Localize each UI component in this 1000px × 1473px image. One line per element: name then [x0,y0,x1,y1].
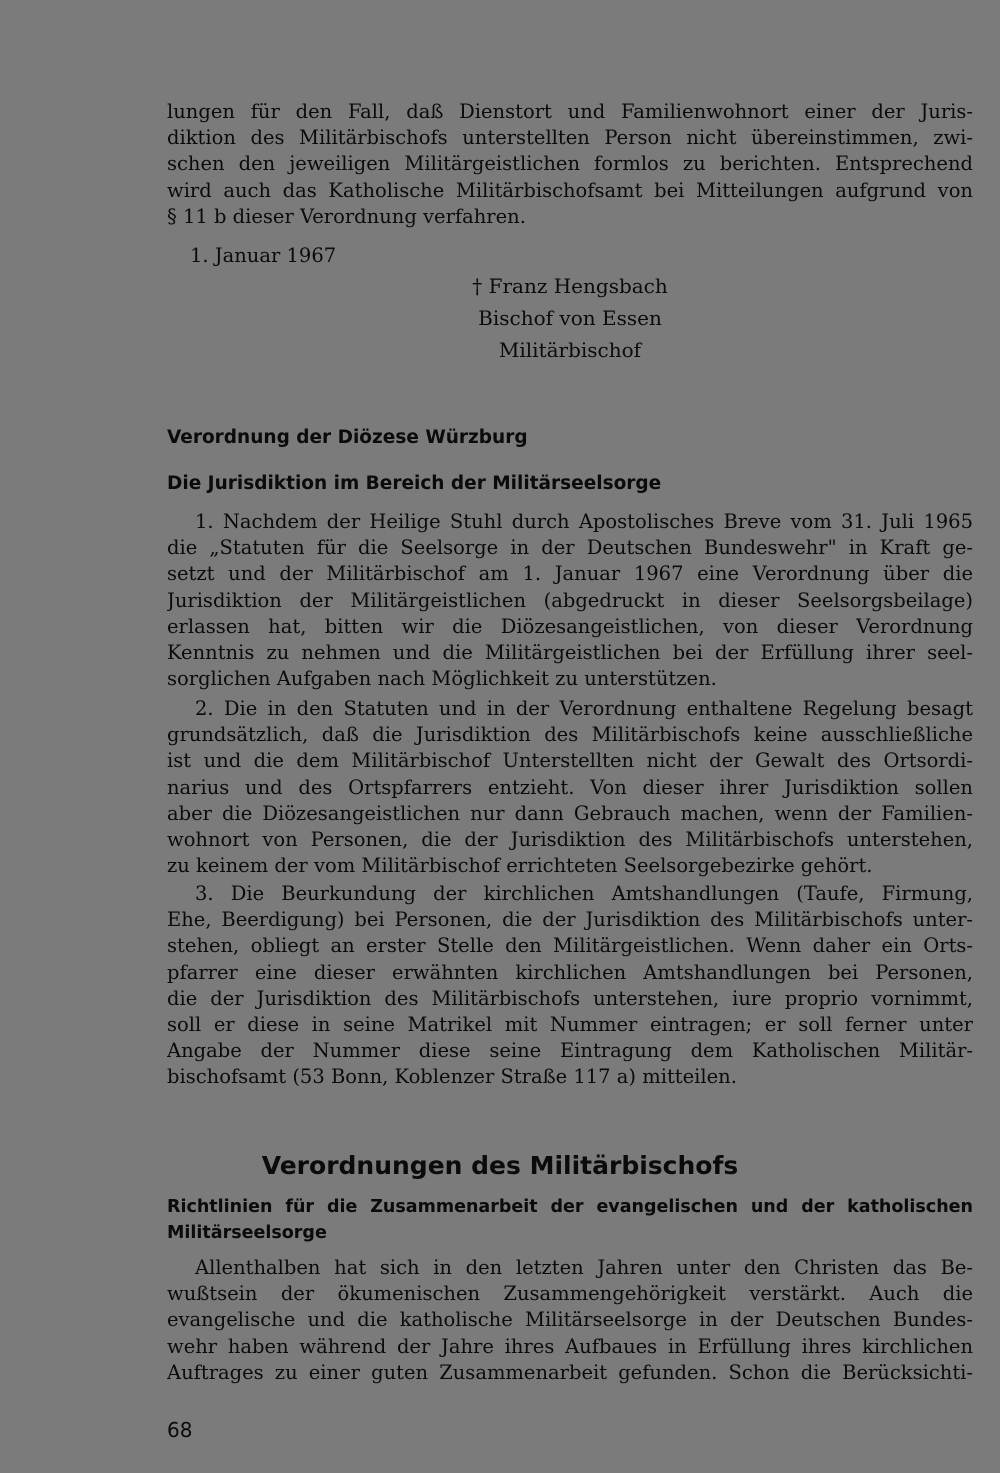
text-line: sorglichen Aufgaben nach Möglichkeit zu unterstützen. [167,667,717,691]
text-line: pfarrer eine dieser erwähnten kirchlichen Amtshandlungen bei Personen, [167,960,973,984]
text-line: lungen für den Fall, daß Dienstort und Familienwohnort einer der Juris- [167,100,973,123]
text-line: erlassen hat, bitten wir die Diözesangeistlichen, von dieser Verordnung [167,614,973,638]
text-line: schen den jeweiligen Militärgeistlichen formlos zu berichten. Entsprechend [167,152,973,176]
subheading-line: Militärseelsorge [167,1223,327,1244]
text-line: wehr haben während der Jahre ihres Aufbaues in Erfüllung ihres kirchlichen [167,1334,973,1358]
text-line: 3. Die Beurkundung der kirchlichen Amtshandlungen (Taufe, Firmung, [195,882,973,905]
text-line: ist und die dem Militärbischof Unterstellten nicht der Gewalt des Ortsordi- [167,749,973,773]
paragraph-1 [167,509,973,692]
subheading-line: Richtlinien für die Zusammenarbeit der evangelischen und der katholischen [167,1197,973,1217]
text-line: wird auch das Katholische Militärbischofsamt bei Mitteilungen aufgrund von [167,178,973,202]
text-line: 2. Die in den Statuten und in der Verordnung enthaltene Regelung besagt [195,697,973,720]
text-line: narius und des Ortspfarrers entzieht. Von dieser ihrer Jurisdiktion sollen [167,775,973,799]
text-line: die der Jurisdiktion des Militärbischofs unterstehen, iure proprio vornimmt, [167,986,973,1010]
text-line: wohnort von Personen, die der Jurisdiktion des Militärbischofs unterstehen, [167,827,973,851]
section-title: Verordnungen des Militärbischofs [261,1151,739,1180]
text-line: zu keinem der vom Militärbischof errichteten Seelsorgebezirke gehört. [167,854,873,878]
text-line: stehen, obliegt an erster Stelle den Militärgeistlichen. Wenn daher ein Orts- [167,934,973,958]
section-heading: Verordnung der Diözese Würzburg [167,427,528,448]
signature-title-bishop: Bischof von Essen [478,306,662,330]
text-line: Jurisdiktion der Militärgeistlichen (abgedruckt in dieser Seelsorgsbeilage) [167,588,973,612]
page-number: 68 [167,1418,193,1442]
intro-paragraph [167,99,973,230]
section-subheading: Die Jurisdiktion im Bereich der Militärseelsorge [167,473,662,494]
text-line: Kenntnis zu nehmen und die Militärgeistlichen bei der Erfüllung ihrer seel- [167,640,973,664]
text-line: Ehe, Beerdigung) bei Personen, die der Jurisdiktion des Militärbischofs unter- [167,908,973,932]
text-line: Allenthalben hat sich in den letzten Jahren unter den Christen das Be- [195,1256,973,1279]
text-line: evangelische und die katholische Militärseelsorge in der Deutschen Bundes- [167,1308,973,1332]
text-line: wußtsein der ökumenischen Zusammengehörigkeit verstärkt. Auch die [167,1282,973,1306]
signature-title-military-bishop: Militärbischof [498,338,642,362]
text-line: § 11 b dieser Verordnung verfahren. [167,204,526,228]
paragraph-2 [167,696,973,879]
text-line: bischofsamt (53 Bonn, Koblenzer Straße 117 a) mitteilen. [167,1065,737,1089]
text-line: 1. Nachdem der Heilige Stuhl durch Apostolisches Breve vom 31. Juli 1965 [195,510,973,533]
text-line: setzt und der Militärbischof am 1. Januar 1967 eine Verordnung über die [167,562,973,586]
text-line: Auftrages zu einer guten Zusammenarbeit gefunden. Schon die Berücksichti- [167,1360,973,1384]
text-line: die „Statuten für die Seelsorge in der Deutschen Bundeswehr" in Kraft ge- [167,536,973,560]
signature-name: † Franz Hengsbach [472,274,668,298]
text-line: diktion des Militärbischofs unterstellten Person nicht übereinstimmen, zwi- [167,126,973,150]
document-date: 1. Januar 1967 [190,244,337,267]
section-subheading-block [167,1194,973,1246]
text-line: soll er diese in seine Matrikel mit Nummer eintragen; er soll ferner unter [167,1012,973,1036]
text-line: aber die Diözesangeistlichen nur dann Gebrauch machen, wenn der Familien- [167,801,973,825]
paragraph-intro-guidelines [167,1255,973,1386]
text-line: Angabe der Nummer diese seine Eintragung dem Katholischen Militär- [167,1039,973,1063]
text-line: grundsätzlich, daß die Jurisdiktion des Militärbischofs keine ausschließliche [167,723,973,747]
paragraph-3 [167,881,973,1091]
